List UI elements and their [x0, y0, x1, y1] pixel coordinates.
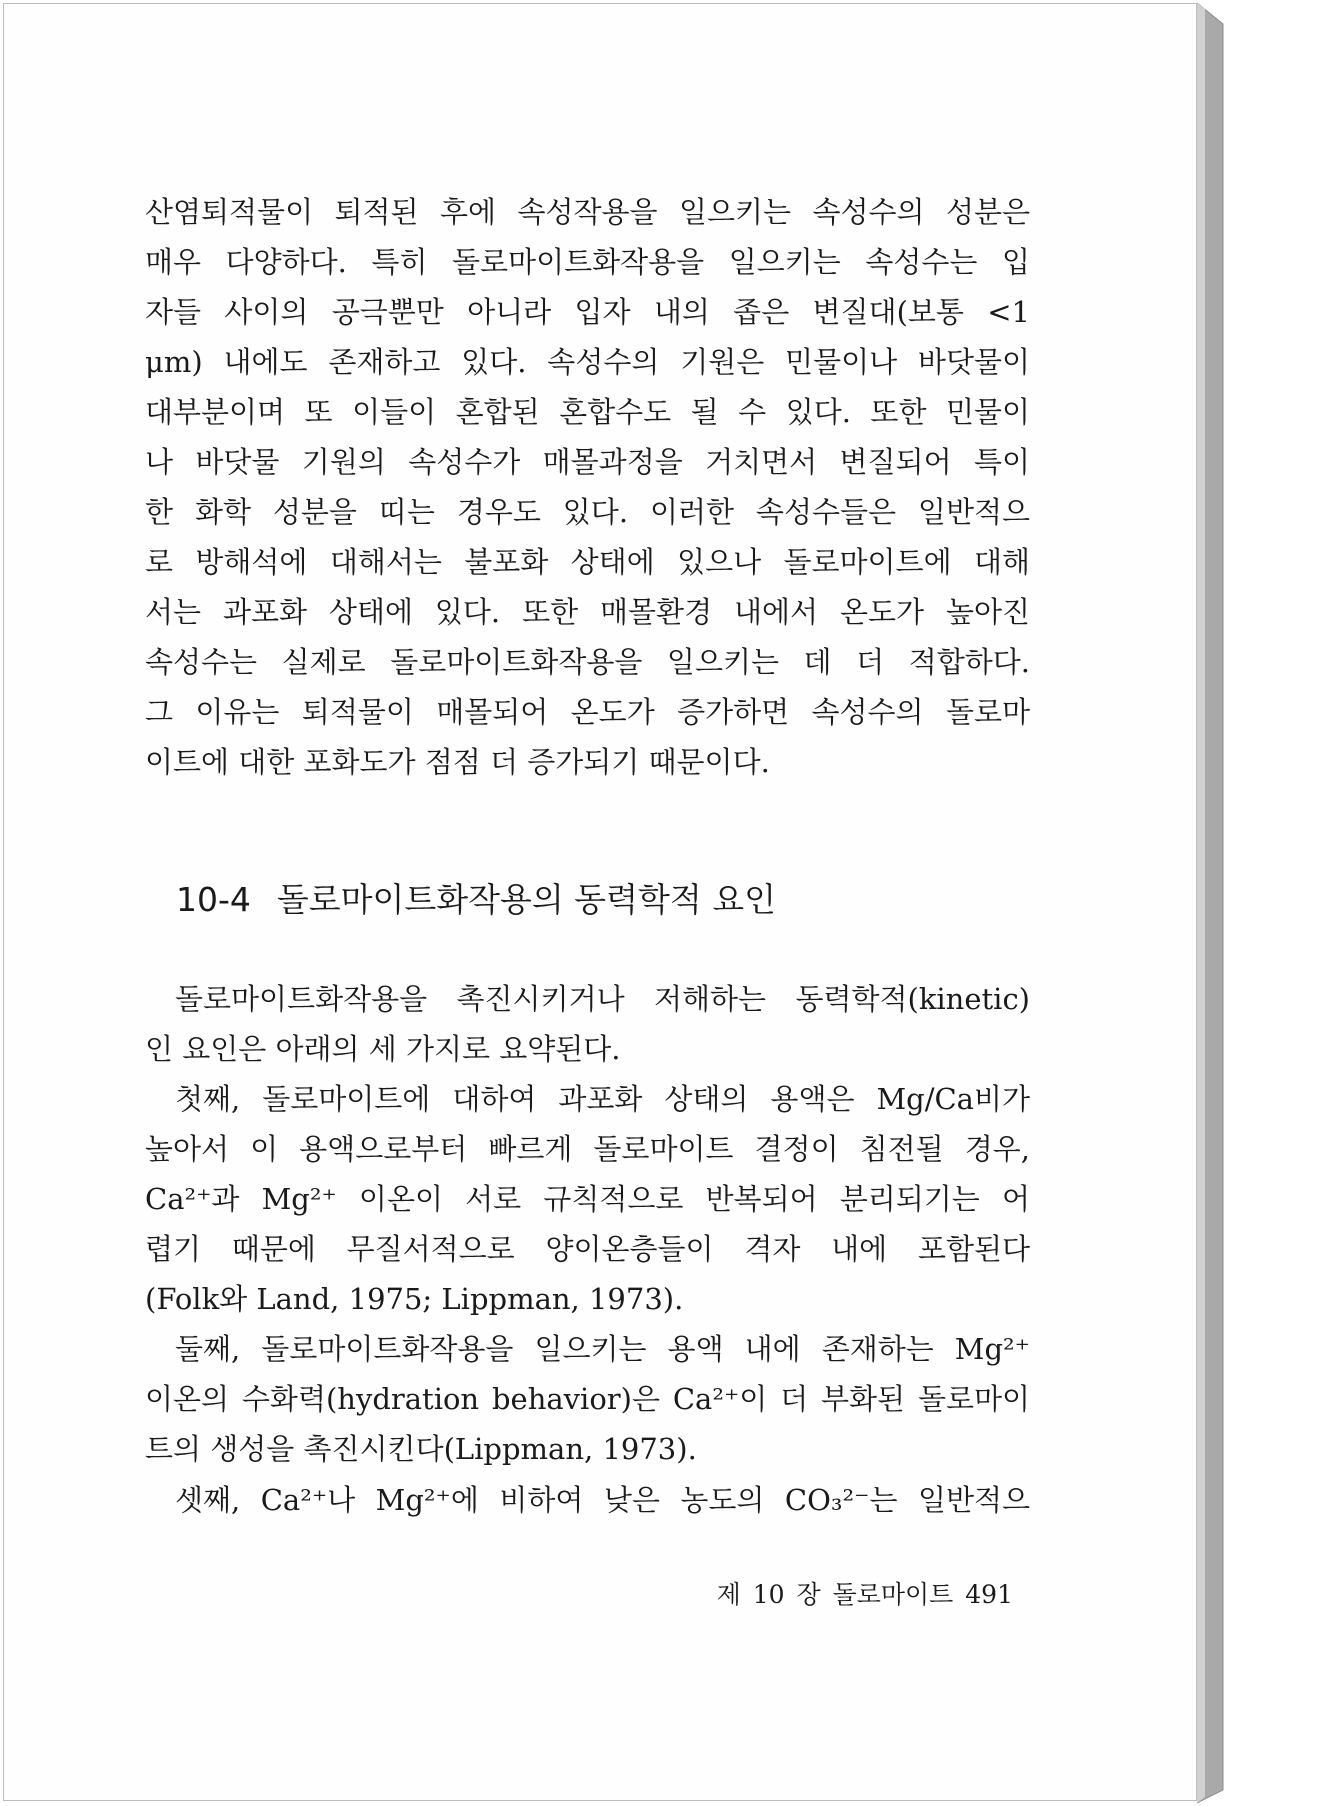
text-line: 렵기 때문에 무질서적으로 양이온층들이 격자 내에 포함된다: [145, 1232, 1030, 1267]
section-number: 10-4: [176, 880, 251, 919]
text-line: (Folk와 Land, 1975; Lippman, 1973).: [145, 1282, 684, 1317]
text-line: 트의 생성을 촉진시킨다(Lippman, 1973).: [145, 1432, 697, 1467]
text-line: 한 화학 성분을 띠는 경우도 있다. 이러한 속성수들은 일반적으: [145, 495, 1030, 529]
paragraph-2: [145, 974, 1030, 1525]
chapter-title: 돌로마이트: [832, 1580, 954, 1609]
paragraph-1: [145, 188, 1030, 788]
section-title: 돌로마이트화작용의 동력학적 요인: [276, 880, 777, 919]
text-line: 속성수는 실제로 돌로마이트화작용을 일으키는 데 더 적합하다.: [145, 645, 1030, 679]
text-line: 매우 다양하다. 특히 돌로마이트화작용을 일으키는 속성수는 입: [145, 245, 1030, 279]
text-line: 높아서 이 용액으로부터 빠르게 돌로마이트 결정이 침전될 경우,: [145, 1132, 1030, 1167]
text-line: 로 방해석에 대해서는 불포화 상태에 있으나 돌로마이트에 대해: [145, 545, 1030, 579]
text-line: 서는 과포화 상태에 있다. 또한 매몰환경 내에서 온도가 높아진: [145, 595, 1030, 629]
page-number: 491: [965, 1580, 1013, 1609]
chapter-label: 제 10 장: [716, 1580, 821, 1609]
text-line: Ca²⁺과 Mg²⁺ 이온이 서로 규칙적으로 반복되어 분리되기는 어: [145, 1182, 1030, 1217]
text-line: 인 요인은 아래의 세 가지로 요약된다.: [145, 1032, 621, 1066]
text-line: 자들 사이의 공극뿐만 아니라 입자 내의 좁은 변질대(보통 <1: [145, 295, 1030, 329]
text-line: 산염퇴적물이 퇴적된 후에 속성작용을 일으키는 속성수의 성분은: [145, 195, 1030, 229]
page-footer: [717, 1575, 1013, 1611]
text-line: μm) 내에도 존재하고 있다. 속성수의 기원은 민물이나 바닷물이: [145, 345, 1030, 379]
text-line: 나 바닷물 기원의 속성수가 매몰과정을 거치면서 변질되어 특이: [145, 445, 1030, 479]
text-line: 셋째, Ca²⁺나 Mg²⁺에 비하여 낮은 농도의 CO₃²⁻는 일반적으: [175, 1482, 1030, 1517]
text-line: 이트에 대한 포화도가 점점 더 증가되기 때문이다.: [145, 745, 770, 779]
text-line: 첫째, 돌로마이트에 대하여 과포화 상태의 용액은 Mg/Ca비가: [175, 1082, 1030, 1117]
text-line: 돌로마이트화작용을 촉진시키거나 저해하는 동력학적(kinetic): [175, 982, 1030, 1016]
text-line: 이온의 수화력(hydration behavior)은 Ca²⁺이 더 부화된 돌로마이: [145, 1382, 1030, 1417]
text-line: 둘째, 돌로마이트화작용을 일으키는 용액 내에 존재하는 Mg²⁺: [175, 1332, 1030, 1367]
text-line: 대부분이며 또 이들이 혼합된 혼합수도 될 수 있다. 또한 민물이: [145, 395, 1030, 429]
section-heading: [176, 874, 776, 921]
page-edge-shadow: [1197, 0, 1227, 1806]
text-line: 그 이유는 퇴적물이 매몰되어 온도가 증가하면 속성수의 돌로마: [145, 695, 1030, 729]
